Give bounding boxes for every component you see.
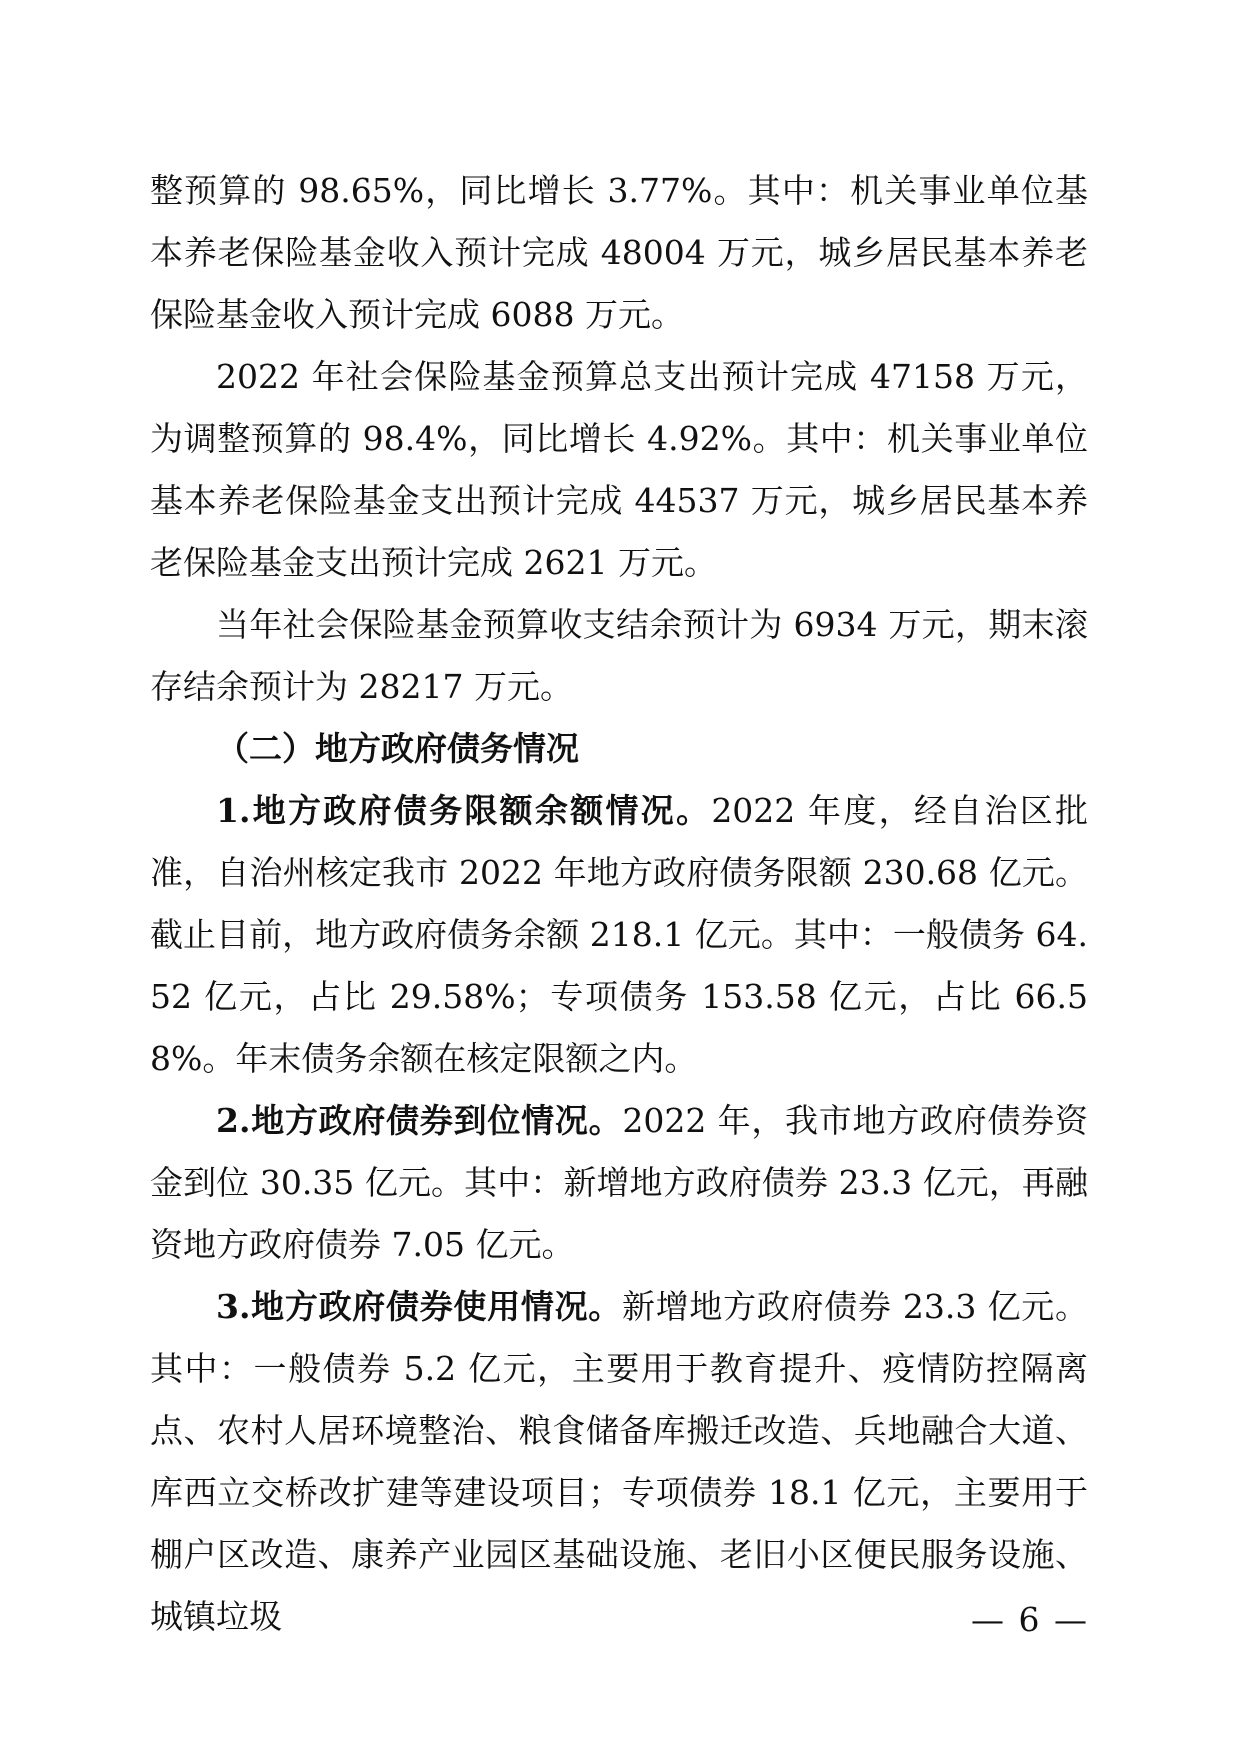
item-body: 新增地方政府债券 23.3 亿元。其中：一般债券 5.2 亿元，主要用于教育提升、疫情防控隔离点、农村人居环境整治、粮食储备库搬迁改造、兵地融合大道、库西立交桥改扩建等建设项目；专项债券 18.1 亿元，主要用于棚户区改造、康养产业园区基础设施、老旧小区便民服务设施、城镇垃圾 — [150, 1287, 1088, 1636]
item-debt-limit-balance — [150, 780, 1088, 1090]
paragraph-fund-balance: 当年社会保险基金预算收支结余预计为 6934 万元，期末滚存结余预计为 28217 万元。 — [150, 605, 1088, 706]
item-body: 2022 年度，经自治区批准，自治州核定我市 2022 年地方政府债务限额 230.68 亿元。截止目前，地方政府债务余额 218.1 亿元。其中：一般债务 64.52 亿元，占比 29.58%；专项债务 153.58 亿元，占比 66.58%。年末债务余额在核定限额之内。 — [150, 791, 1088, 1078]
paragraph-fund-expenditure: 2022 年社会保险基金预算总支出预计完成 47158 万元，为调整预算的 98.4%，同比增长 4.92%。其中：机关事业单位基本养老保险基金支出预计完成 44537 万元，城乡居民基本养老保险基金支出预计完成 2621 万元。 — [150, 357, 1088, 582]
item-body: 2022 年，我市地方政府债券资金到位 30.35 亿元。其中：新增地方政府债券 23.3 亿元，再融资地方政府债券 7.05 亿元。 — [150, 1101, 1088, 1264]
item-title: 1.地方政府债务限额余额情况。 — [216, 791, 712, 830]
item-bond-usage — [150, 1276, 1088, 1648]
item-title: 3.地方政府债券使用情况。 — [216, 1287, 622, 1326]
document-body — [150, 160, 1088, 1648]
paragraph-fund-income-continued: 整预算的 98.65%，同比增长 3.77%。其中：机关事业单位基本养老保险基金收入预计完成 48004 万元，城乡居民基本养老保险基金收入预计完成 6088 万元。 — [150, 171, 1088, 334]
item-bond-arrival — [150, 1090, 1088, 1276]
item-title: 2.地方政府债券到位情况。 — [216, 1101, 623, 1140]
section-heading-local-debt: （二）地方政府债务情况 — [216, 729, 579, 768]
page-number: — 6 — — [971, 1600, 1089, 1639]
